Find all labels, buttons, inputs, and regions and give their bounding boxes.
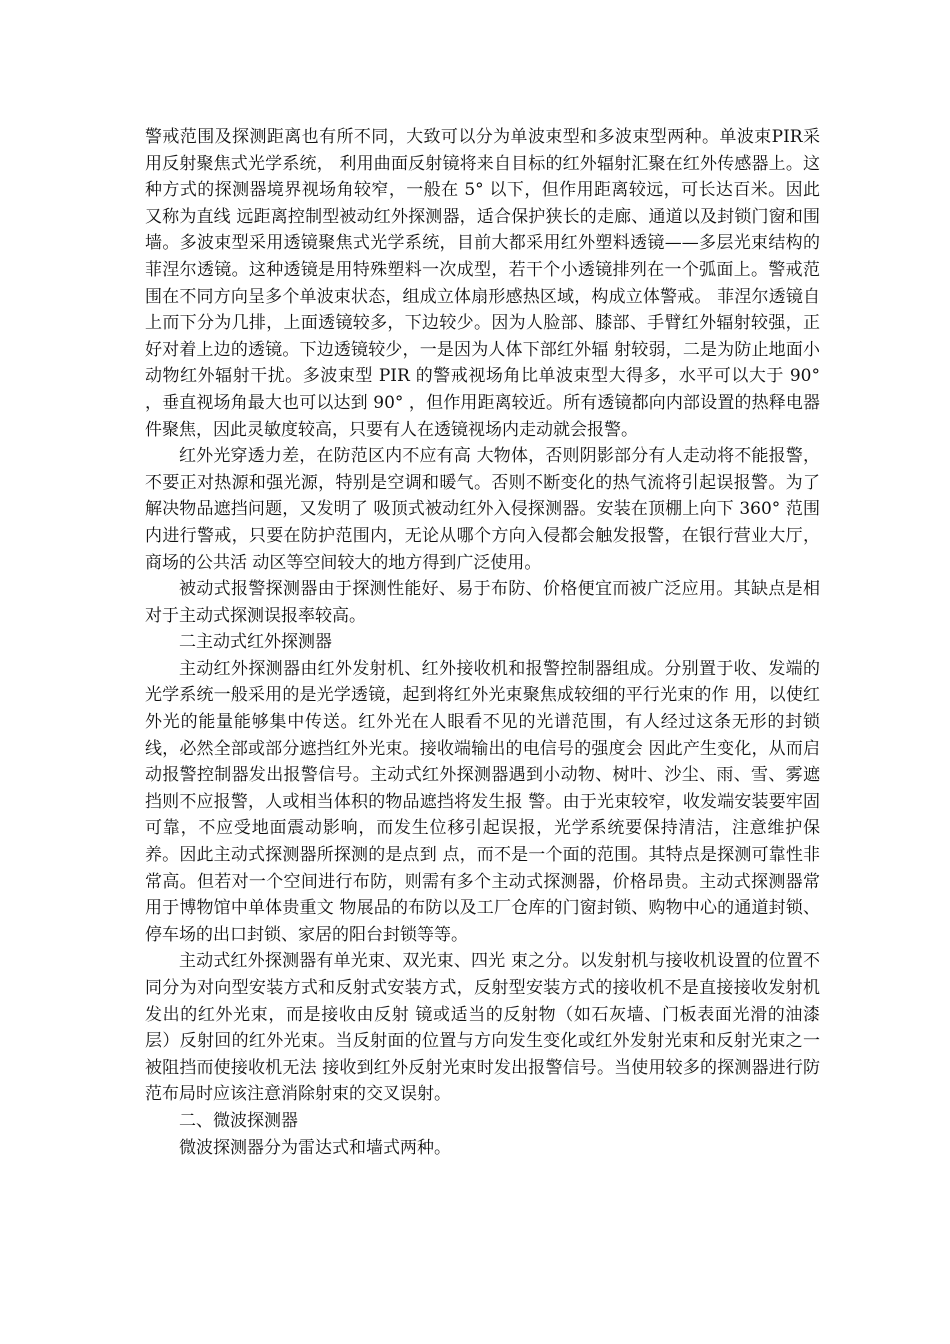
paragraph-passive-summary: 被动式报警探测器由于探测性能好、易于布防、价格便宜而被广泛应用。其缺点是相对于主动式探测误报率较高。 <box>145 579 820 626</box>
paragraph-infrared-penetration: 红外光穿透力差，在防范区内不应有高 大物体，否则阴影部分有人走动将不能报警，不要正对热源和强光源，特别是空调和暖气。否则不断变化的热气流将引起误报警。为了解决物品遮挡问题，又发明了 吸顶式被动红外入侵探测器。安装在顶棚上向下 360° 范围内进行警戒，只要在防护范围内，无论从哪个方向入侵都会触发报警，在银行营业大厅，商场的公共活 动区等空间较大的地方得到广泛使用。 <box>145 446 820 573</box>
section-heading-active-infrared: 二主动式红外探测器 <box>179 632 332 653</box>
paragraph-active-infrared-intro: 主动红外探测器由红外发射机、红外接收机和报警控制器组成。分别置于收、发端的光学系统一般采用的是光学透镜，起到将红外光束聚焦成较细的平行光束的作 用，以使红外光的能量能够集中传送。红外光在人眼看不见的光谱范围，有人经过这条无形的封锁线，必然全部或部分遮挡红外光束。接收端输出的电信号的强度会 因此产生变化，从而启动报警控制器发出报警信号。主动式红外探测器遇到小动物、树叶、沙尘、雨、雪、雾遮挡则不应报警，人或相当体积的物品遮挡将发生报 警。由于光束较窄，收发端安装要牢固可靠，不应受地面震动影响，而发生位移引起误报，光学系统要保持清洁，注意维护保养。因此主动式探测器所探测的是点到 点，而不是一个面的范围。其特点是探测可靠性非常高。但若对一个空间进行布防，则需有多个主动式探测器，价格昂贵。主动式探测器常用于博物馆中单体贵重文 物展品的布防以及工厂仓库的门窗封锁、购物中心的通道封锁、停车场的出口封锁、家居的阳台封锁等等。 <box>145 658 820 945</box>
section-heading-microwave: 二、微波探测器 <box>179 1110 298 1131</box>
paragraph-active-beam-types: 主动式红外探测器有单光束、双光束、四光 束之分。以发射机与接收机设置的位置不同分为对向型安装方式和反射式安装方式，反射型安装方式的接收机不是直接接收发射机发出的红外光束，而是接收由反射 镜或适当的反射物（如石灰墙、门板表面光滑的油漆层）反射回的红外光束。当反射面的位置与方向发生变化或红外发射光束和反射光束之一被阻挡而使接收机无法 接收到红外反射光束时发出报警信号。当使用较多的探测器进行防范布局时应该注意消除射束的交叉误射。 <box>145 951 820 1105</box>
document-body <box>145 124 820 1161</box>
paragraph-pir-beam-types: 警戒范围及探测距离也有所不同，大致可以分为单波束型和多波束型两种。单波束PIR采用反射聚焦式光学系统， 利用曲面反射镜将来自目标的红外辐射汇聚在红外传感器上。这种方式的探测器境界视场角较窄，一般在 5° 以下，但作用距离较远，可长达百米。因此又称为直线 远距离控制型被动红外探测器，适合保护狭长的走廊、通道以及封锁门窗和围墙。多波束型采用透镜聚焦式光学系统，目前大都采用红外塑料透镜——多层光束结构的 菲涅尔透镜。这种透镜是用特殊塑料一次成型，若干个小透镜排列在一个弧面上。警戒范围在不同方向呈多个单波束状态，组成立体扇形感热区域，构成立体警戒。 菲涅尔透镜自上而下分为几排，上面透镜较多，下边较少。因为人脸部、膝部、手臂红外辐射较强，正好对着上边的透镜。下边透镜较少，一是因为人体下部红外辐 射较弱，二是为防止地面小动物红外辐射干扰。多波束型 PIR 的警戒视场角比单波束型大得多，水平可以大于 90° ，垂直视场角最大也可以达到 90° ，但作用距离较近。所有透镜都向内部设置的热释电器件聚焦，因此灵敏度较高，只要有人在透镜视场内走动就会报警。 <box>145 127 820 440</box>
paragraph-microwave-types: 微波探测器分为雷达式和墙式两种。 <box>179 1137 451 1158</box>
